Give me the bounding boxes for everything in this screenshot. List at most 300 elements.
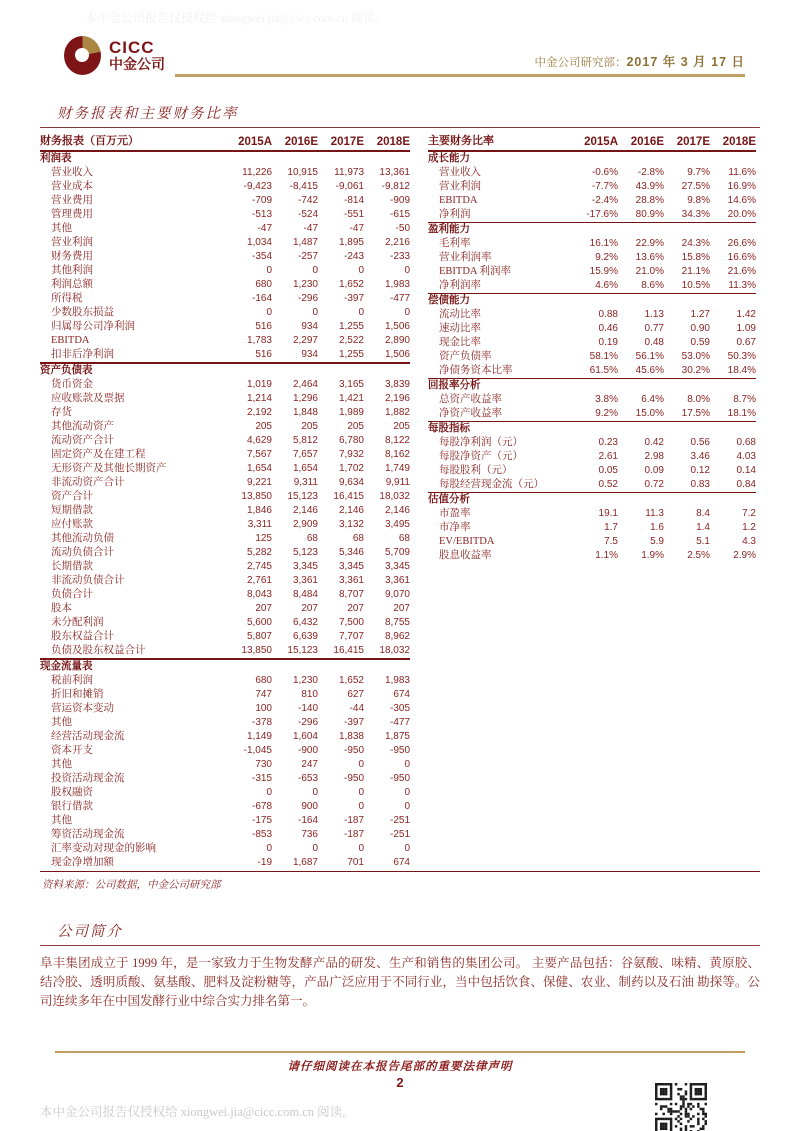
cell-value: 16,415 xyxy=(333,645,364,656)
cell-value: 1,255 xyxy=(338,321,364,332)
cell-value: 13,361 xyxy=(379,167,410,178)
row-label: 少数股东损益 xyxy=(51,307,114,318)
cell-value: 9.2% xyxy=(595,408,618,419)
row-label: 现金净增加额 xyxy=(51,857,114,868)
row-label: 每股净利润（元） xyxy=(439,437,523,448)
cell-value: 9.2% xyxy=(595,252,618,263)
cell-value: 205 xyxy=(347,421,364,432)
cell-value: 0 xyxy=(404,307,410,318)
section-header: 利润表 xyxy=(40,153,72,164)
cell-value: -47 xyxy=(303,223,318,234)
cell-value: 125 xyxy=(255,533,272,544)
row-label: 速动比率 xyxy=(439,323,481,334)
cell-value: 1,989 xyxy=(338,407,364,418)
row-label: 折旧和摊销 xyxy=(51,689,104,700)
source-note: 资料来源：公司数据，中金公司研究部 xyxy=(42,880,221,891)
row-label: 筹资活动现金流 xyxy=(51,829,125,840)
cell-value: 45.6% xyxy=(635,365,664,376)
row-label: 固定资产及在建工程 xyxy=(51,449,146,460)
cell-value: 2,297 xyxy=(292,335,318,346)
cell-value: 0 xyxy=(358,787,364,798)
cell-value: 0.42 xyxy=(644,437,664,448)
cell-value: 7,707 xyxy=(338,631,364,642)
cell-value: 6.4% xyxy=(641,394,664,405)
cell-value: 53.0% xyxy=(681,351,710,362)
cell-value: 2.61 xyxy=(598,451,618,462)
table-row xyxy=(40,814,410,828)
cell-value: 15.9% xyxy=(589,266,618,277)
row-label: 利润总额 xyxy=(51,279,93,290)
cell-value: 7,932 xyxy=(338,449,364,460)
cell-value: 1.1% xyxy=(595,550,618,561)
table-row xyxy=(428,180,756,194)
table-row xyxy=(428,208,756,222)
cell-value: 1,838 xyxy=(338,731,364,742)
cell-value: -140 xyxy=(297,703,318,714)
column-header: 2016E xyxy=(284,136,318,148)
table-row xyxy=(40,602,410,616)
cell-value: 56.1% xyxy=(635,351,664,362)
cell-value: 11,226 xyxy=(242,167,272,178)
cell-value: 0.68 xyxy=(736,437,756,448)
cell-value: 9,311 xyxy=(293,477,318,488)
cell-value: 1,149 xyxy=(246,731,272,742)
cell-value: 11.3% xyxy=(728,280,756,291)
row-label: 应收账款及票据 xyxy=(51,393,125,404)
cell-value: -9,812 xyxy=(381,181,410,192)
cell-value: 18.1% xyxy=(727,408,756,419)
table-row xyxy=(428,308,756,322)
cell-value: 1,255 xyxy=(338,349,364,360)
row-label: 股息收益率 xyxy=(439,550,492,561)
cell-value: 7.2 xyxy=(742,508,756,519)
cell-value: 18,032 xyxy=(379,645,410,656)
cell-value: 0.14 xyxy=(736,465,756,476)
row-label: 资产合计 xyxy=(51,491,93,502)
table-row xyxy=(428,393,756,407)
table-row xyxy=(428,450,756,464)
qr-code-icon xyxy=(655,1083,707,1131)
cell-value: 16,415 xyxy=(333,491,364,502)
cell-value: -251 xyxy=(389,829,410,840)
table-section xyxy=(40,364,410,660)
cell-value: 5,600 xyxy=(246,617,272,628)
cell-value: -378 xyxy=(251,717,272,728)
row-label: 总资产收益率 xyxy=(439,394,502,405)
cell-value: 0.84 xyxy=(736,479,756,490)
cell-value: 701 xyxy=(347,857,364,868)
bottom-watermark: 本中金公司报告仅授权给 xiongwei.jia@cicc.com.cn 阅读。 xyxy=(40,1105,355,1119)
table-row xyxy=(40,716,410,730)
cell-value: -187 xyxy=(343,829,364,840)
section-header: 资产负债表 xyxy=(40,365,93,376)
cell-value: 0 xyxy=(404,759,410,770)
cell-value: 0 xyxy=(358,843,364,854)
cell-value: 0 xyxy=(266,307,272,318)
table-section xyxy=(428,379,756,422)
table-row xyxy=(428,322,756,336)
cell-value: 14.6% xyxy=(727,195,756,206)
cell-value: -164 xyxy=(297,815,318,826)
cell-value: -354 xyxy=(251,251,272,262)
cell-value: 3,361 xyxy=(338,575,364,586)
table-row xyxy=(40,250,410,264)
cell-value: 205 xyxy=(255,421,272,432)
cell-value: -653 xyxy=(297,773,318,784)
column-header: 2018E xyxy=(722,136,756,148)
table-row xyxy=(428,507,756,521)
cell-value: 205 xyxy=(301,421,318,432)
tables-area xyxy=(40,134,760,870)
cell-value: 8.0% xyxy=(687,394,710,405)
legal-disclaimer: 请仔细阅读在本报告尾部的重要法律声明 xyxy=(287,1061,513,1073)
row-label: 管理费用 xyxy=(51,209,93,220)
cell-value: 27.5% xyxy=(681,181,710,192)
cell-value: -305 xyxy=(389,703,410,714)
column-header: 2018E xyxy=(376,136,410,148)
cell-value: 68 xyxy=(306,533,318,544)
cell-value: 1,652 xyxy=(338,675,364,686)
cell-value: 0 xyxy=(266,843,272,854)
footer-divider xyxy=(55,1051,745,1053)
cell-value: 2,761 xyxy=(246,575,272,586)
row-label: 净债务资本比率 xyxy=(439,365,513,376)
table-row xyxy=(40,420,410,434)
cell-value: 516 xyxy=(255,349,272,360)
table-row xyxy=(40,462,410,476)
section-header: 回报率分析 xyxy=(428,380,481,391)
row-label: 长期借款 xyxy=(51,561,93,572)
cell-value: -950 xyxy=(343,773,364,784)
cell-value: 207 xyxy=(347,603,364,614)
cell-value: 0 xyxy=(312,843,318,854)
section-title-financials: 财务报表和主要财务比率 xyxy=(40,100,760,128)
financial-ratios-table xyxy=(428,134,756,870)
table-row xyxy=(40,772,410,786)
cell-value: 810 xyxy=(301,689,318,700)
table-row xyxy=(40,448,410,462)
column-header: 2015A xyxy=(584,136,618,148)
table-row xyxy=(40,828,410,842)
cell-value: 1,895 xyxy=(338,237,364,248)
cell-value: 2,522 xyxy=(338,335,364,346)
table-row xyxy=(40,194,410,208)
row-label: EBITDA 利润率 xyxy=(439,266,512,277)
row-label: 净利润率 xyxy=(439,280,481,291)
cell-value: 0.09 xyxy=(644,465,664,476)
row-label: 股东权益合计 xyxy=(51,631,114,642)
row-label: 营业收入 xyxy=(51,167,93,178)
cell-value: 5,282 xyxy=(246,547,272,558)
cell-value: 1.4 xyxy=(696,522,710,533)
cell-value: -551 xyxy=(343,209,364,220)
table-row xyxy=(40,166,410,180)
cell-value: 516 xyxy=(255,321,272,332)
table-row xyxy=(428,407,756,421)
table-header-row xyxy=(428,134,756,152)
cell-value: -164 xyxy=(251,293,272,304)
table-row xyxy=(40,222,410,236)
cell-value: 9.7% xyxy=(687,167,710,178)
cell-value: 20.0% xyxy=(727,209,756,220)
cell-value: 747 xyxy=(255,689,272,700)
cell-value: -709 xyxy=(251,195,272,206)
row-label: 每股净资产（元） xyxy=(439,451,523,462)
table-row xyxy=(40,786,410,800)
cell-value: 1,421 xyxy=(338,393,364,404)
table-row xyxy=(428,279,756,293)
cell-value: 7.5 xyxy=(604,536,618,547)
cell-value: 0 xyxy=(404,801,410,812)
cell-value: 207 xyxy=(393,603,410,614)
cell-value: 0.19 xyxy=(598,337,618,348)
tables-bottom-rule xyxy=(40,871,760,872)
row-label: 其他 xyxy=(51,815,72,826)
cell-value: 0 xyxy=(312,307,318,318)
row-label: 银行借款 xyxy=(51,801,93,812)
table-row xyxy=(40,616,410,630)
cell-value: 3,345 xyxy=(292,561,318,572)
row-label: 营业收入 xyxy=(439,167,481,178)
cell-value: 1,687 xyxy=(292,857,318,868)
row-label: 市盈率 xyxy=(439,508,471,519)
cell-value: 2,890 xyxy=(384,335,410,346)
cell-value: 2,196 xyxy=(384,393,410,404)
row-label: 现金比率 xyxy=(439,337,481,348)
cell-value: 1.9% xyxy=(641,550,664,561)
table-row xyxy=(428,364,756,378)
table-row xyxy=(40,348,410,362)
row-label: 短期借款 xyxy=(51,505,93,516)
row-label: 税前利润 xyxy=(51,675,93,686)
cicc-logo xyxy=(64,36,165,75)
report-date: 2017 年 3 月 17 日 xyxy=(626,55,745,69)
cell-value: 934 xyxy=(301,321,318,332)
table-row xyxy=(40,504,410,518)
cell-value: 5,346 xyxy=(338,547,364,558)
cell-value: 10.5% xyxy=(681,280,710,291)
row-label: 营业费用 xyxy=(51,195,93,206)
table-row xyxy=(40,406,410,420)
cell-value: 7,567 xyxy=(246,449,272,460)
cell-value: 0 xyxy=(358,265,364,276)
cell-value: -9,061 xyxy=(335,181,364,192)
table-row xyxy=(40,674,410,688)
cell-value: 15,123 xyxy=(287,491,318,502)
section-header: 每股指标 xyxy=(428,423,470,434)
row-label: 其他流动负债 xyxy=(51,533,114,544)
logo-en: CICC xyxy=(109,38,155,58)
cell-value: 1.27 xyxy=(690,309,710,320)
table-row xyxy=(40,574,410,588)
table-row xyxy=(428,166,756,180)
cell-value: 1,034 xyxy=(246,237,272,248)
row-label: 净资产收益率 xyxy=(439,408,502,419)
cell-value: -47 xyxy=(349,223,364,234)
row-label: 流动资产合计 xyxy=(51,435,114,446)
table-row xyxy=(40,744,410,758)
cell-value: -477 xyxy=(389,293,410,304)
cell-value: 21.0% xyxy=(635,266,664,277)
table-section xyxy=(428,223,756,294)
table-row xyxy=(40,730,410,744)
cell-value: 934 xyxy=(301,349,318,360)
cell-value: 5,123 xyxy=(292,547,318,558)
cell-value: 16.9% xyxy=(727,181,756,192)
row-label: 股本 xyxy=(51,603,72,614)
row-label: 负债及股东权益合计 xyxy=(51,645,146,656)
row-label: 资产负债率 xyxy=(439,351,492,362)
cell-value: -233 xyxy=(389,251,410,262)
row-label: 所得税 xyxy=(51,293,83,304)
cell-value: -47 xyxy=(257,223,272,234)
cell-value: 674 xyxy=(393,689,410,700)
cicc-logo-text xyxy=(109,39,165,72)
cell-value: -742 xyxy=(297,195,318,206)
cell-value: 16.6% xyxy=(727,252,756,263)
cell-value: 0.83 xyxy=(690,479,710,490)
row-label: 其他 xyxy=(51,717,72,728)
cell-value: 13,850 xyxy=(241,645,272,656)
cell-value: 7,500 xyxy=(338,617,364,628)
row-label: 存货 xyxy=(51,407,72,418)
research-dept-label: 中金公司研究部： xyxy=(534,57,627,69)
cell-value: 1,983 xyxy=(384,675,410,686)
cell-value: 4.3 xyxy=(742,536,756,547)
cell-value: 1,652 xyxy=(338,279,364,290)
cell-value: -251 xyxy=(389,815,410,826)
row-label: 其他流动资产 xyxy=(51,421,114,432)
row-label: 非流动负债合计 xyxy=(51,575,125,586)
cell-value: 6,432 xyxy=(292,617,318,628)
row-label: 应付账款 xyxy=(51,519,93,530)
cell-value: 11,973 xyxy=(334,167,364,178)
row-label: 股权融资 xyxy=(51,787,93,798)
table-row xyxy=(40,644,410,658)
cell-value: 3,311 xyxy=(247,519,272,530)
row-label: 归属母公司净利润 xyxy=(51,321,135,332)
cell-value: 0 xyxy=(312,265,318,276)
row-label: 汇率变动对现金的影响 xyxy=(51,843,156,854)
cell-value: -187 xyxy=(343,815,364,826)
cell-value: 43.9% xyxy=(635,181,664,192)
column-header: 2016E xyxy=(630,136,664,148)
cell-value: 13,850 xyxy=(241,491,272,502)
cell-value: 5.9 xyxy=(650,536,664,547)
table-row xyxy=(40,758,410,772)
cell-value: 207 xyxy=(301,603,318,614)
cell-value: 9,911 xyxy=(385,477,410,488)
table-row xyxy=(40,688,410,702)
row-label: 营运资本变动 xyxy=(51,703,114,714)
cell-value: 2,192 xyxy=(246,407,272,418)
cell-value: 8,043 xyxy=(246,589,272,600)
row-label: 其他利润 xyxy=(51,265,93,276)
research-dept-date xyxy=(534,52,745,70)
cell-value: 100 xyxy=(255,703,272,714)
cell-value: 1,506 xyxy=(384,321,410,332)
table-section xyxy=(428,493,756,563)
row-label: 未分配利润 xyxy=(51,617,104,628)
row-label: 毛利率 xyxy=(439,238,471,249)
cell-value: 3,361 xyxy=(384,575,410,586)
row-label: 营业成本 xyxy=(51,181,93,192)
cell-value: -315 xyxy=(251,773,272,784)
table-row xyxy=(428,350,756,364)
cell-value: -44 xyxy=(349,703,364,714)
table-row xyxy=(428,478,756,492)
row-label: 营业利润 xyxy=(439,181,481,192)
table-row xyxy=(40,306,410,320)
main-content xyxy=(40,100,760,1011)
cell-value: 11.6% xyxy=(728,167,756,178)
cell-value: 3,495 xyxy=(384,519,410,530)
cell-value: 8,755 xyxy=(384,617,410,628)
cell-value: 18.4% xyxy=(727,365,756,376)
cell-value: 8,962 xyxy=(384,631,410,642)
cell-value: 9,070 xyxy=(384,589,410,600)
table-row xyxy=(40,476,410,490)
cell-value: 1.2 xyxy=(742,522,756,533)
header-divider xyxy=(175,74,745,77)
cell-value: 21.6% xyxy=(727,266,756,277)
table-title: 财务报表（百万元） xyxy=(40,135,139,147)
table-row xyxy=(40,856,410,870)
table-row xyxy=(40,180,410,194)
cell-value: 0.56 xyxy=(690,437,710,448)
row-label: 每股经营现金流（元） xyxy=(439,479,544,490)
table-row xyxy=(428,436,756,450)
row-label: 营业利润率 xyxy=(439,252,492,263)
table-row xyxy=(428,251,756,265)
row-label: 营业利润 xyxy=(51,237,93,248)
cell-value: -2.4% xyxy=(591,195,618,206)
cell-value: 2.98 xyxy=(644,451,664,462)
table-row xyxy=(40,490,410,504)
cell-value: 1,487 xyxy=(292,237,318,248)
cell-value: 0.46 xyxy=(598,323,618,334)
cell-value: 4.6% xyxy=(595,280,618,291)
cell-value: 5.1 xyxy=(696,536,710,547)
cell-value: 207 xyxy=(255,603,272,614)
cell-value: 30.2% xyxy=(681,365,710,376)
cell-value: 3,165 xyxy=(338,379,364,390)
cell-value: 2,146 xyxy=(338,505,364,516)
cell-value: 0.52 xyxy=(598,479,618,490)
table-section xyxy=(40,660,410,870)
cell-value: 2,216 xyxy=(384,237,410,248)
cell-value: 26.6% xyxy=(727,238,756,249)
cell-value: -0.6% xyxy=(591,167,618,178)
cell-value: 0.12 xyxy=(690,465,710,476)
logo-cn: 中金公司 xyxy=(109,56,165,73)
cell-value: -477 xyxy=(389,717,410,728)
cell-value: 34.3% xyxy=(681,209,710,220)
cell-value: 9,221 xyxy=(246,477,272,488)
cell-value: 0.48 xyxy=(644,337,664,348)
cell-value: 3,839 xyxy=(384,379,410,390)
cell-value: -814 xyxy=(343,195,364,206)
table-section xyxy=(428,294,756,379)
row-label: 无形资产及其他长期资产 xyxy=(51,463,167,474)
cell-value: 0.88 xyxy=(598,309,618,320)
cell-value: 1,848 xyxy=(292,407,318,418)
row-label: 非流动资产合计 xyxy=(51,477,125,488)
cell-value: 0.59 xyxy=(690,337,710,348)
table-row xyxy=(40,264,410,278)
cell-value: 13.6% xyxy=(635,252,664,263)
cell-value: 1,882 xyxy=(384,407,410,418)
